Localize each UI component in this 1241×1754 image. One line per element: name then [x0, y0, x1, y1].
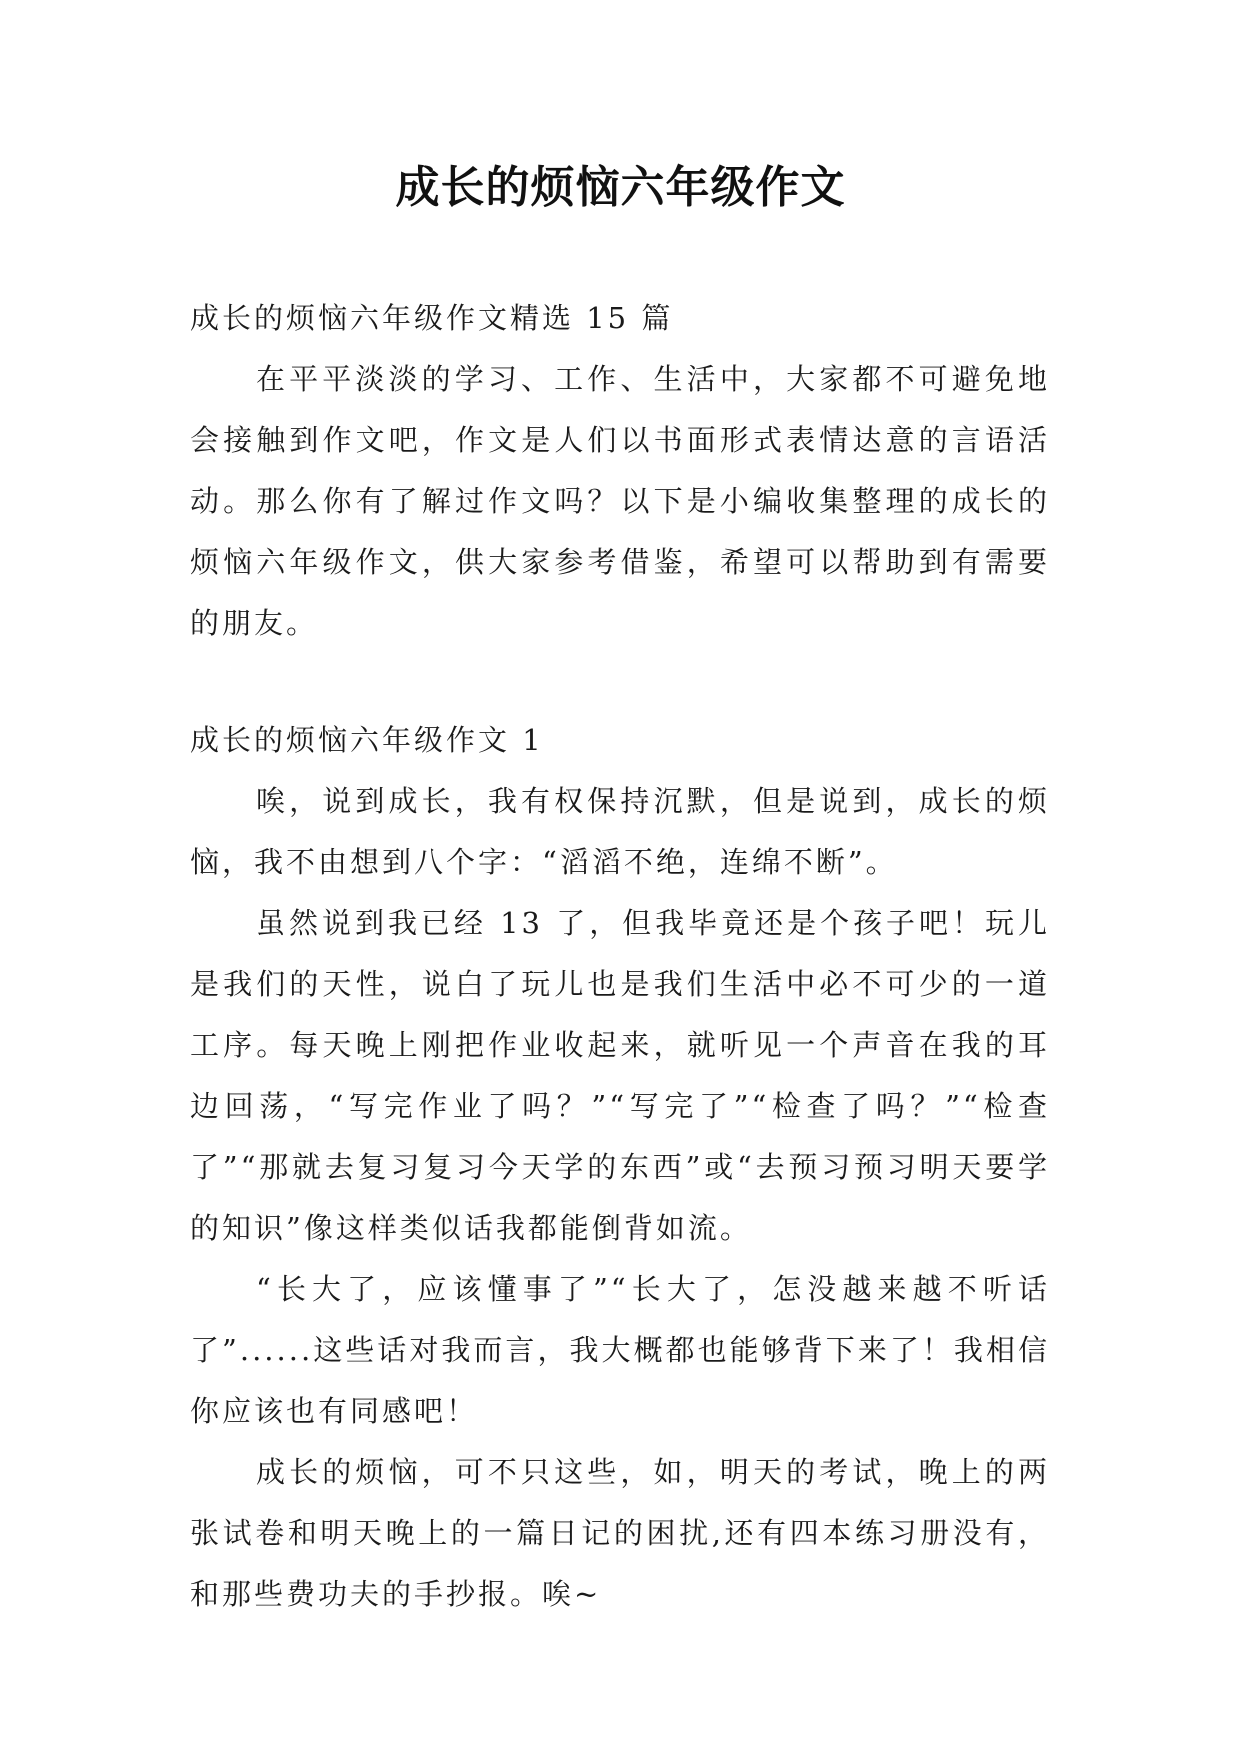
intro-paragraph: 在平平淡淡的学习、工作、生活中，大家都不可避免地会接触到作文吧，作文是人们以书面形式表情达意的言语活动。那么你有了解过作文吗？以下是小编收集整理的成长的烦恼六年级作文，供大家参考借鉴，希望可以帮助到有需要的朋友。: [190, 362, 1050, 640]
body-paragraph: 虽然说到我已经 13 了，但我毕竟还是个孩子吧！玩儿是我们的天性，说白了玩儿也是我们生活中必不可少的一道工序。每天晚上刚把作业收起来，就听见一个声音在我的耳边回荡，“写完作业了吗？”“写完了”“检查了吗？”“检查了”“那就去复习复习今天学的东西”或“去预习预习明天要学的知识”像这样类似话我都能倒背如流。: [190, 906, 1050, 1245]
body-paragraph: “长大了，应该懂事了”“长大了，怎没越来越不听话了”......这些话对我而言，我大概都也能够背下来了！我相信你应该也有同感吧！: [190, 1272, 1050, 1428]
body-paragraph: 唉，说到成长，我有权保持沉默，但是说到，成长的烦恼，我不由想到八个字：“滔滔不绝，连绵不断”。: [190, 784, 1050, 879]
document-title: 成长的烦恼六年级作文: [395, 162, 846, 213]
section-heading: 成长的烦恼六年级作文 1: [190, 723, 544, 757]
document-subtitle: 成长的烦恼六年级作文精选 15 篇: [190, 301, 674, 335]
body-paragraph: 成长的烦恼，可不只这些，如，明天的考试，晚上的两张试卷和明天晚上的一篇日记的困扰,还有四本练习册没有，和那些费功夫的手抄报。唉~: [190, 1455, 1050, 1611]
document-body: [190, 288, 1050, 1625]
